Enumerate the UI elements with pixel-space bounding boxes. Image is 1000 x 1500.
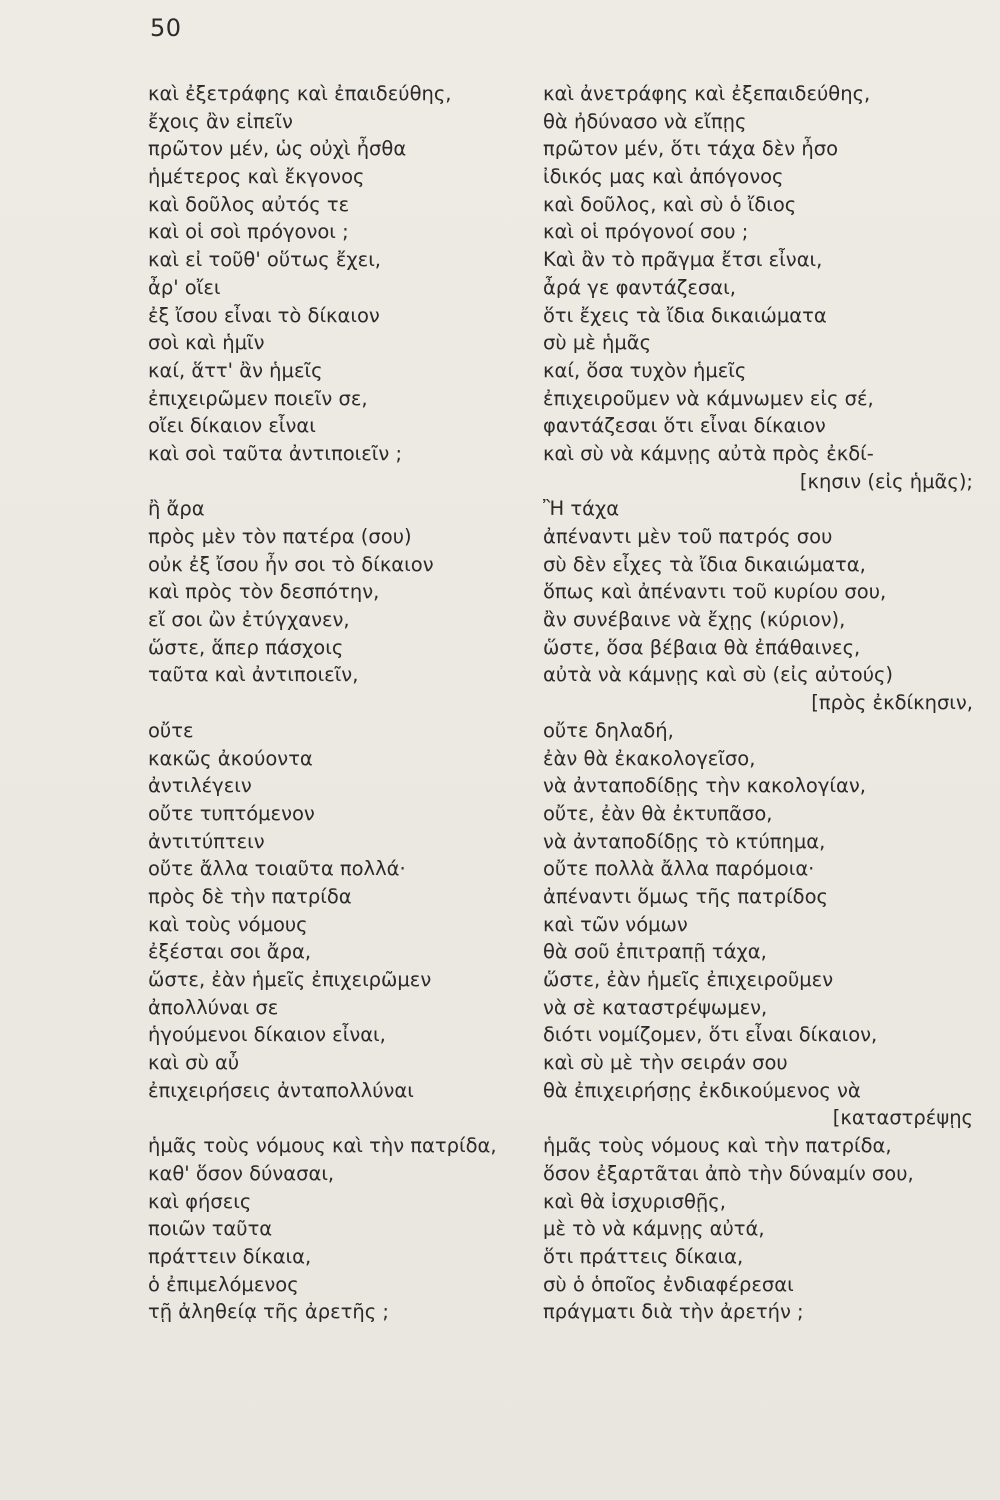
text-line: ἡμᾶς τοὺς νόμους καὶ τὴν πατρίδα, <box>543 1134 892 1158</box>
text-line <box>148 1104 533 1132</box>
text-line: πράγματι διὰ τὴν ἀρετήν ; <box>543 1300 804 1324</box>
text-line: οὔτε τυπτόμενον <box>148 801 315 825</box>
text-line: οἴει δίκαιον εἶναι <box>148 414 316 438</box>
text-line: θὰ ἠδύνασο νὰ εἴπῃς <box>543 109 747 133</box>
text-line: καὶ σὺ αὖ <box>148 1051 240 1075</box>
text-line: ὥστε, ἐὰν ἡμεῖς ἐπιχειροῦμεν <box>543 968 834 991</box>
text-line: καὶ δοῦλος αὐτός τε <box>148 192 350 216</box>
text-line: ἀπέναντι ὅμως τῆς πατρίδος <box>543 884 828 908</box>
text-line: ὅσον ἐξαρτᾶται ἀπὸ τὴν δύναμίν σου, <box>543 1161 914 1185</box>
text-line <box>148 689 533 717</box>
modern-translation-column <box>543 80 973 1326</box>
text-line: καὶ θὰ ἰσχυρισθῇς, <box>543 1189 726 1213</box>
text-line: [πρὸς ἐκδίκησιν, <box>811 691 973 715</box>
text-line: σὺ μὲ ἡμᾶς <box>543 331 652 355</box>
text-line: ἡμέτερος καὶ ἔκγονος <box>148 165 365 189</box>
text-line: καὶ οἱ σοὶ πρόγονοι ; <box>148 220 349 244</box>
text-line: Καὶ ἂν τὸ πρᾶγμα ἔτσι εἶναι, <box>543 248 823 272</box>
text-line: οὐκ ἐξ ἴσου ἦν σοι τὸ δίκαιον <box>148 552 434 576</box>
text-line: ἐπιχειροῦμεν νὰ κάμνωμεν εἰς σέ, <box>543 386 874 410</box>
text-line: θὰ σοῦ ἐπιτραπῇ τάχα, <box>543 940 767 964</box>
text-line: ἀντιτύπτειν <box>148 829 265 853</box>
text-line: πρὸς δὲ τὴν πατρίδα <box>148 884 352 908</box>
text-line: φαντάζεσαι ὅτι εἶναι δίκαιον <box>543 414 826 438</box>
text-line: σὺ ὁ ὁποῖος ἐνδιαφέρεσαι <box>543 1272 794 1296</box>
text-line: νὰ σὲ καταστρέψωμεν, <box>543 995 768 1019</box>
text-line: καὶ σὺ μὲ τὴν σειράν σου <box>543 1051 788 1075</box>
text-line: πρῶτον μέν, ὡς οὐχὶ ἦσθα <box>148 137 407 161</box>
text-line: πράττειν δίκαια, <box>148 1244 312 1268</box>
text-line: οὔτε <box>148 718 194 742</box>
text-line: καὶ σοὶ ταῦτα ἀντιποιεῖν ; <box>148 441 403 465</box>
text-line: οὔτε ἄλλα τοιαῦτα πολλά· <box>148 857 406 881</box>
text-line <box>148 468 533 496</box>
text-line: αὐτὰ νὰ κάμνῃς καὶ σὺ (εἰς αὐτούς) <box>543 663 894 687</box>
text-line: ἐπιχειρῶμεν ποιεῖν σε, <box>148 386 368 410</box>
text-line: διότι νομίζομεν, ὅτι εἶναι δίκαιον, <box>543 1023 878 1047</box>
text-line: [καταστρέψῃς <box>832 1106 973 1130</box>
text-line: κακῶς ἀκούοντα <box>148 746 313 770</box>
text-line: ἐξέσται σοι ἄρα, <box>148 940 312 964</box>
text-line: καὶ δοῦλος, καὶ σὺ ὁ ἴδιος <box>543 192 797 216</box>
text-line: καὶ ἐξετράφης καὶ ἐπαιδεύθης, <box>148 82 452 105</box>
text-line: οὔτε, ἐὰν θὰ ἐκτυπᾶσο, <box>543 801 773 825</box>
text-line: ὅτι ἔχεις τὰ ἴδια δικαιώματα <box>543 303 827 327</box>
text-line: ἐὰν θὰ ἐκακολογεῖσο, <box>543 746 756 770</box>
text-line: ὥστε, ἐὰν ἡμεῖς ἐπιχειρῶμεν <box>148 968 432 991</box>
text-line: ἀπολλύναι σε <box>148 995 279 1019</box>
text-line: πρὸς μὲν τὸν πατέρα (σου) <box>148 525 412 548</box>
text-line: ὥστε, ὅσα βέβαια θὰ ἐπάθαινες, <box>543 635 861 659</box>
text-line: ποιῶν ταῦτα <box>148 1217 273 1241</box>
text-line: ἰδικός μας καὶ ἀπόγονος <box>543 165 784 189</box>
text-line: Ἢ τάχα <box>543 497 620 521</box>
text-line: νὰ ἀνταποδίδῃς τὸ κτύπημα, <box>543 829 826 853</box>
text-line: ἐπιχειρήσεις ἀνταπολλύναι <box>148 1078 414 1102</box>
text-line: ἢ ἄρα <box>148 497 205 521</box>
text-line: καὶ τοὺς νόμους <box>148 912 308 936</box>
text-line: ἀπέναντι μὲν τοῦ πατρός σου <box>543 525 833 548</box>
text-line: οὔτε δηλαδή, <box>543 718 674 742</box>
text-line: καὶ φήσεις <box>148 1189 252 1213</box>
text-line: ἂν συνέβαινε νὰ ἔχῃς (κύριον), <box>543 608 846 632</box>
text-line: νὰ ἀνταποδίδῃς τὴν κακολογίαν, <box>543 774 866 798</box>
text-line: ἆρά γε φαντάζεσαι, <box>543 275 736 299</box>
text-line: θὰ ἐπιχειρήσῃς ἐκδικούμενος νὰ <box>543 1078 861 1102</box>
text-line: καί, ὅσα τυχὸν ἡμεῖς <box>543 358 747 382</box>
text-line: καὶ οἱ πρόγονοί σου ; <box>543 220 749 244</box>
text-line: ἡμᾶς τοὺς νόμους καὶ τὴν πατρίδα, <box>148 1134 497 1158</box>
text-line: ἆρ' οἴει <box>148 275 221 299</box>
text-line: ἡγούμενοι δίκαιον εἶναι, <box>148 1023 386 1047</box>
text-line: καὶ ἀνετράφης καὶ ἐξεπαιδεύθης, <box>543 82 871 105</box>
text-line: καὶ σὺ νὰ κάμνῃς αὐτὰ πρὸς ἐκδί- <box>543 441 874 465</box>
text-line: ὁ ἐπιμελόμενος <box>148 1272 299 1296</box>
text-line: εἴ σοι ὢν ἐτύγχανεν, <box>148 608 350 632</box>
text-line: καὶ πρὸς τὸν δεσπότην, <box>148 580 380 604</box>
text-line: ταῦτα καὶ ἀντιποιεῖν, <box>148 663 359 687</box>
text-line: καὶ τῶν νόμων <box>543 912 688 936</box>
text-line: ὅτι πράττεις δίκαια, <box>543 1244 744 1268</box>
text-line: ὥστε, ἅπερ πάσχοις <box>148 635 344 659</box>
text-line: οὔτε πολλὰ ἄλλα παρόμοια· <box>543 857 815 881</box>
page-number: 50 <box>150 14 182 42</box>
text-line: [κησιν (εἰς ἡμᾶς); <box>799 469 973 493</box>
text-line: καθ' ὅσον δύνασαι, <box>148 1161 335 1185</box>
text-line: καί, ἅττ' ἂν ἡμεῖς <box>148 358 323 382</box>
text-line: ὅπως καὶ ἀπέναντι τοῦ κυρίου σου, <box>543 580 887 604</box>
text-line: σὺ δὲν εἶχες τὰ ἴδια δικαιώματα, <box>543 552 866 576</box>
greek-original-column <box>148 80 533 1326</box>
text-line: ἀντιλέγειν <box>148 774 252 798</box>
text-line: τῇ ἀληθείᾳ τῆς ἀρετῆς ; <box>148 1300 389 1324</box>
text-line: καὶ εἰ τοῦθ' οὕτως ἔχει, <box>148 248 381 272</box>
text-line: πρῶτον μέν, ὅτι τάχα δὲν ἦσο <box>543 137 839 161</box>
text-line: ἔχοις ἂν εἰπεῖν <box>148 109 293 133</box>
text-line: μὲ τὸ νὰ κάμνῃς αὐτά, <box>543 1217 765 1241</box>
text-line: ἐξ ἴσου εἶναι τὸ δίκαιον <box>148 303 380 327</box>
text-line: σοὶ καὶ ἡμῖν <box>148 331 265 355</box>
